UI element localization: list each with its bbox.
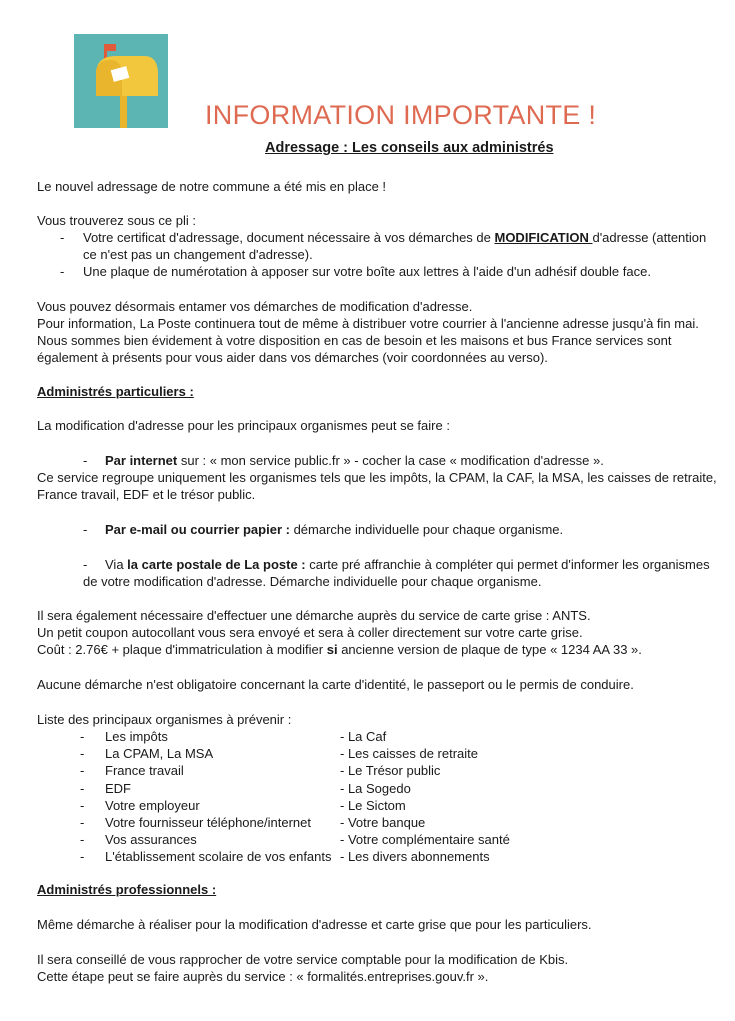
bullet-dash: - bbox=[83, 522, 88, 537]
page-title: INFORMATION IMPORTANTE ! bbox=[205, 100, 597, 130]
particuliers-lead: La modification d'adresse pour les principaux organismes peut se faire : bbox=[37, 418, 450, 433]
info-line: également à présents pour vous aider dans vos démarches (voir coordonnées au verso). bbox=[37, 350, 548, 365]
method-carte: Via la carte postale de La poste : carte pré affranchie à compléter qui permet d'informer les organismes bbox=[105, 557, 710, 572]
organisme-right-item: - Le Sictom bbox=[340, 797, 406, 813]
info-line: Nous sommes bien évidement à votre disposition en cas de besoin et les maisons et bus France services sont bbox=[37, 333, 672, 348]
method-internet: Par internet sur : « mon service public.fr » - cocher la case « modification d'adresse ». bbox=[105, 453, 604, 468]
enclosed-item-1: Votre certificat d'adressage, document nécessaire à vos démarches de MODIFICATION d'adresse (attention bbox=[83, 230, 707, 245]
organismes-heading: Liste des principaux organismes à prévenir : bbox=[37, 712, 292, 727]
organisme-right-item: - La Sogedo bbox=[340, 780, 411, 796]
intro-text: Le nouvel adressage de notre commune a été mis en place ! bbox=[37, 179, 387, 194]
organisme-right-item: - Les caisses de retraite bbox=[340, 746, 479, 762]
bullet-dash: - bbox=[80, 815, 85, 830]
organisme-right-item: - Votre complémentaire santé bbox=[340, 832, 510, 848]
bullet-dash: - bbox=[80, 780, 85, 796]
info-line: Vous pouvez désormais entamer vos démarches de modification d'adresse. bbox=[37, 299, 473, 314]
bullet-dash: - bbox=[80, 763, 85, 779]
enclosed-item-2: Une plaque de numérotation à apposer sur votre boîte aux lettres à l'aide d'un adhésif double face. bbox=[83, 264, 651, 279]
bullet-dash: - bbox=[83, 453, 88, 468]
bullet-dash: - bbox=[80, 849, 85, 865]
organisme-right-item: - Les divers abonnements bbox=[340, 849, 490, 865]
bullet-dash: - bbox=[80, 797, 85, 813]
service-line: France travail, EDF et le trésor public. bbox=[37, 487, 256, 502]
no-obligation-line: Aucune démarche n'est obligatoire concernant la carte d'identité, le passeport ou le permis de conduire. bbox=[37, 677, 634, 692]
pro-line: Même démarche à réaliser pour la modification d'adresse et carte grise que pour les particuliers. bbox=[37, 917, 592, 932]
pro-line: Cette étape peut se faire auprès du service : « formalités.entreprises.gouv.fr ». bbox=[37, 969, 489, 984]
service-line: Ce service regroupe uniquement les organismes tels que les impôts, la CPAM, la CAF, la MSA, les caisses de retraite, bbox=[37, 470, 717, 485]
bullet-dash: - bbox=[60, 230, 65, 245]
organisme-left-item: La CPAM, La MSA bbox=[105, 746, 214, 762]
ants-line: Il sera également nécessaire d'effectuer une démarche auprès du service de carte grise : ANTS. bbox=[37, 608, 591, 623]
ants-line: Un petit coupon autocollant vous sera envoyé et sera à coller directement sur votre carte grise. bbox=[37, 625, 583, 640]
page-subtitle: Adressage : Les conseils aux administrés bbox=[265, 140, 554, 156]
mailbox-logo bbox=[74, 34, 168, 128]
organisme-left-item: Votre employeur bbox=[105, 797, 200, 813]
organisme-left-item: Votre fournisseur téléphone/internet bbox=[105, 815, 311, 830]
method-email: Par e-mail ou courrier papier : démarche individuelle pour chaque organisme. bbox=[105, 522, 564, 537]
bullet-dash: - bbox=[80, 729, 85, 744]
organisme-left-item: EDF bbox=[105, 780, 131, 796]
bullet-dash: - bbox=[80, 832, 85, 848]
bullet-dash: - bbox=[80, 746, 85, 762]
mailbox-icon bbox=[74, 34, 168, 128]
cost-line: Coût : 2.76€ + plaque d'immatriculation à modifier si ancienne version de plaque de type « 1234 AA 33 ». bbox=[37, 642, 642, 657]
pro-line: Il sera conseillé de vous rapprocher de votre service comptable pour la modification de Kbis. bbox=[37, 952, 569, 967]
bullet-dash: - bbox=[83, 557, 88, 572]
section-particuliers-heading: Administrés particuliers : bbox=[37, 384, 194, 399]
section-professionnels-heading: Administrés professionnels : bbox=[37, 882, 217, 897]
organisme-left-item: France travail bbox=[105, 763, 184, 779]
bullet-dash: - bbox=[60, 264, 65, 279]
organisme-left-item: L'établissement scolaire de vos enfants bbox=[105, 849, 332, 865]
enclosed-item-1-cont: ce n'est pas un changement d'adresse). bbox=[83, 247, 313, 262]
organisme-right-item: - Le Trésor public bbox=[340, 763, 441, 779]
organisme-right-item: - La Caf bbox=[340, 729, 387, 744]
organisme-left-item: Vos assurances bbox=[105, 832, 197, 848]
enclosed-heading: Vous trouverez sous ce pli : bbox=[37, 213, 196, 228]
info-line: Pour information, La Poste continuera tout de même à distribuer votre courrier à l'ancienne adresse jusqu'à fin mai. bbox=[37, 316, 699, 331]
method-carte-cont: de votre modification d'adresse. Démarche individuelle pour chaque organisme. bbox=[83, 574, 542, 589]
organisme-right-item: - Votre banque bbox=[340, 815, 426, 830]
organisme-left-item: Les impôts bbox=[105, 729, 168, 744]
